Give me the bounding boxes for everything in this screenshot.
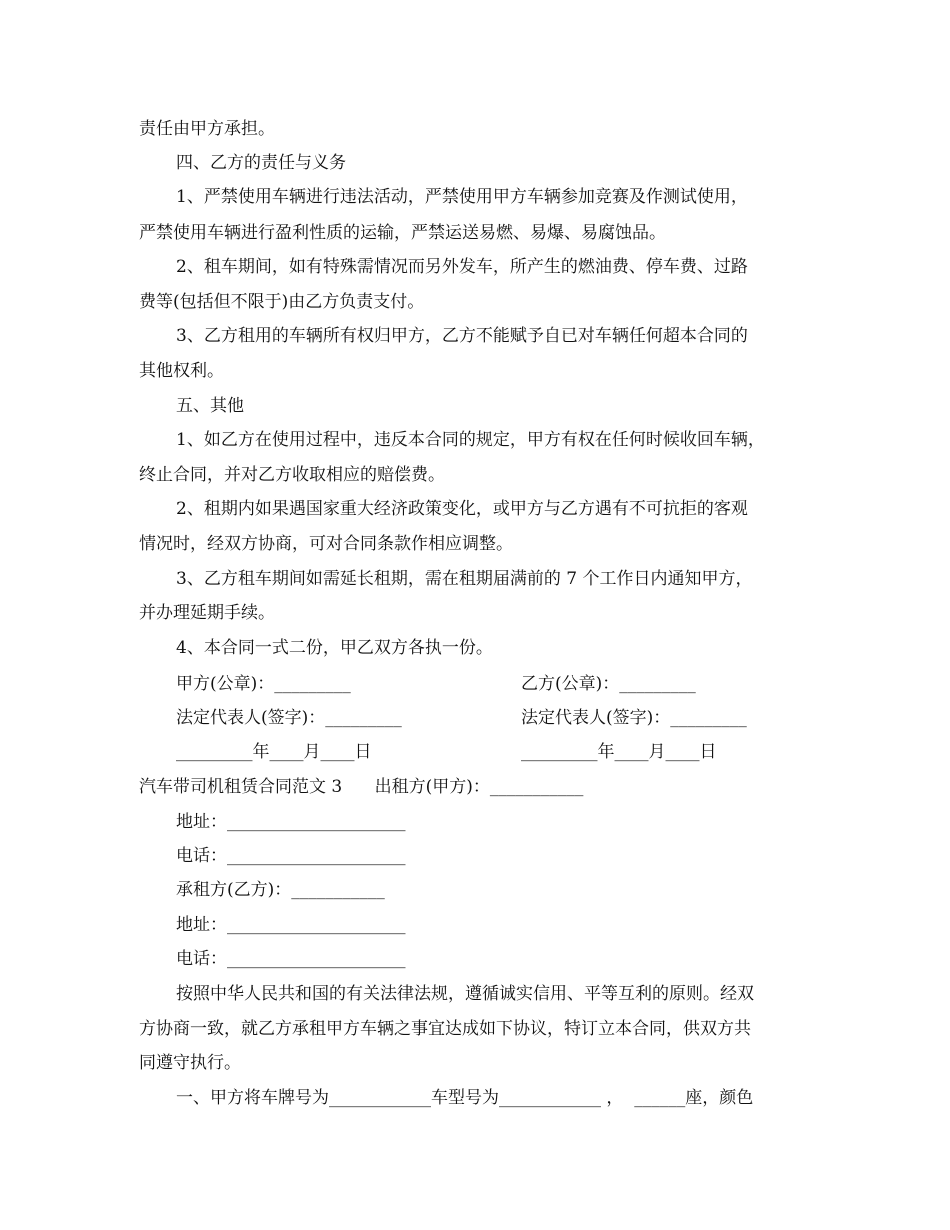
lessee-field: 承租方(乙方)：___________ bbox=[176, 880, 385, 900]
text-line: 费等(包括但不限于)由乙方负责支付。 bbox=[139, 292, 425, 312]
text-line: 一、甲方将车牌号为____________车型号为____________ ， ______座，颜色 bbox=[176, 1088, 754, 1108]
party-b-representative-field: 法定代表人(签字)：_________ bbox=[521, 708, 747, 728]
party-b-date-field: _________年____月____日 bbox=[521, 742, 717, 762]
party-a-date-field: _________年____月____日 bbox=[176, 742, 372, 762]
party-a-seal-field: 甲方(公章)：_________ bbox=[176, 674, 351, 694]
text-line: 3、乙方租用的车辆所有权归甲方，乙方不能赋予自已对车辆任何超本合同的 bbox=[176, 326, 748, 346]
text-line: 1、严禁使用车辆进行违法活动，严禁使用甲方车辆参加竞赛及作测试使用， bbox=[176, 187, 748, 207]
text-line: 严禁使用车辆进行盈利性质的运输，严禁运送易燃、易爆、易腐蚀品。 bbox=[139, 223, 666, 243]
text-line: 按照中华人民共和国的有关法律法规，遵循诚实信用、平等互利的原则。经双 bbox=[176, 984, 754, 1004]
text-line: 2、租期内如果遇国家重大经济政策变化，或甲方与乙方遇有不可抗拒的客观 bbox=[176, 499, 748, 519]
party-a-representative-field: 法定代表人(签字)：_________ bbox=[176, 708, 402, 728]
lessee-phone-field: 电话：_____________________ bbox=[176, 949, 406, 969]
party-b-seal-field: 乙方(公章)：_________ bbox=[521, 674, 696, 694]
contract-title-lessor-line: 汽车带司机租赁合同范文 3 出租方(甲方)：___________ bbox=[139, 777, 584, 797]
text-line: 并办理延期手续。 bbox=[139, 603, 275, 623]
lessee-address-field: 地址：_____________________ bbox=[176, 915, 406, 935]
lessor-address-field: 地址：_____________________ bbox=[176, 812, 406, 832]
text-line: 4、本合同一式二份，甲乙双方各执一份。 bbox=[176, 638, 493, 658]
text-line: 终止合同，并对乙方收取相应的赔偿费。 bbox=[139, 465, 445, 485]
text-line: 1、如乙方在使用过程中，违反本合同的规定，甲方有权在任何时候收回车辆， bbox=[176, 430, 765, 450]
text-line: 情况时，经双方协商，可对合同条款作相应调整。 bbox=[139, 534, 513, 554]
text-line: 同遵守执行。 bbox=[139, 1053, 241, 1073]
section-heading: 四、乙方的责任与义务 bbox=[176, 153, 346, 173]
text-line: 其他权利。 bbox=[139, 361, 224, 381]
section-heading: 五、其他 bbox=[176, 396, 244, 416]
text-line: 3、乙方租车期间如需延长租期，需在租期届满前的 7 个工作日内通知甲方， bbox=[176, 569, 753, 589]
text-line: 2、租车期间，如有特殊需情况而另外发车，所产生的燃油费、停车费、过路 bbox=[176, 257, 748, 277]
text-line: 方协商一致，就乙方承租甲方车辆之事宜达成如下协议，特订立本合同，供双方共 bbox=[139, 1019, 751, 1039]
lessor-phone-field: 电话：_____________________ bbox=[176, 846, 406, 866]
text-line: 责任由甲方承担。 bbox=[139, 119, 275, 139]
